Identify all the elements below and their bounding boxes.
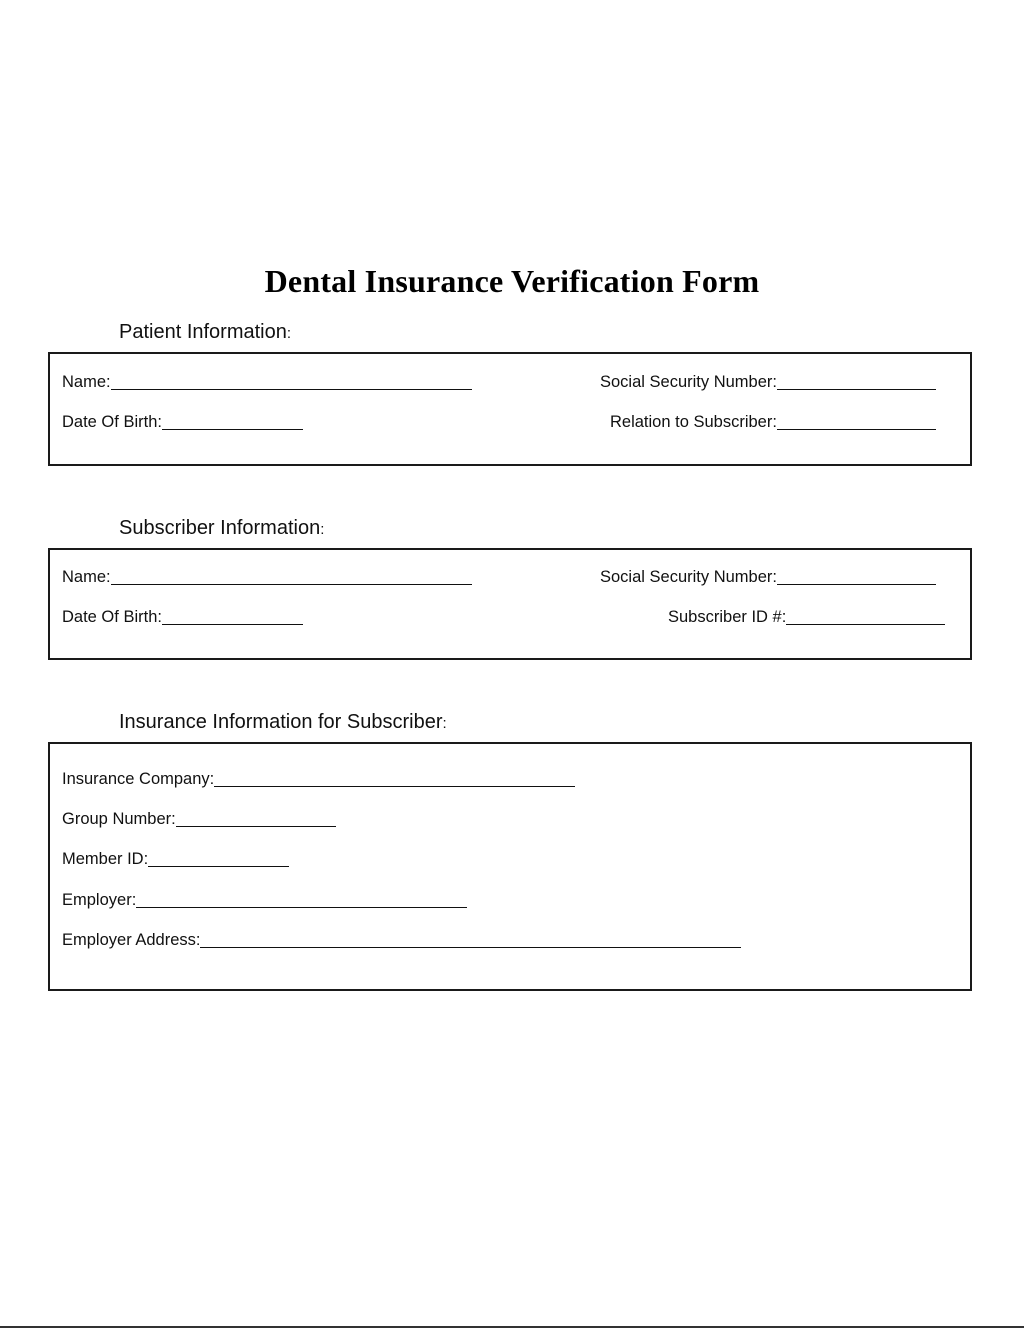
employer-address-label: Employer Address:	[62, 931, 201, 949]
subscriber-dob-label: Date Of Birth:	[62, 608, 162, 626]
subscriber-ssn-label: Social Security Number:	[600, 568, 777, 586]
patient-info-box	[48, 352, 972, 466]
group-number-input[interactable]	[176, 810, 336, 827]
heading-colon: :	[320, 521, 325, 538]
patient-dob-label: Date Of Birth:	[62, 413, 162, 431]
insurance-section-heading	[119, 710, 447, 736]
insurance-heading-text: Insurance Information for Subscriber	[119, 711, 443, 733]
patient-relation-input[interactable]	[777, 413, 936, 430]
heading-colon: :	[442, 715, 447, 732]
patient-dob-input[interactable]	[162, 413, 303, 430]
patient-ssn-field[interactable]	[600, 372, 936, 392]
subscriber-info-box	[48, 548, 972, 660]
patient-ssn-input[interactable]	[777, 373, 936, 390]
employer-field[interactable]	[62, 890, 467, 910]
patient-section-heading	[119, 320, 291, 346]
patient-name-input[interactable]	[111, 373, 472, 390]
subscriber-name-input[interactable]	[111, 568, 472, 585]
member-id-label: Member ID:	[62, 850, 149, 868]
insurance-company-input[interactable]	[214, 770, 575, 787]
employer-input[interactable]	[136, 891, 467, 908]
subscriber-id-label: Subscriber ID #:	[668, 608, 787, 626]
patient-heading-text: Patient Information	[119, 321, 287, 343]
subscriber-id-input[interactable]	[786, 608, 945, 625]
subscriber-id-field[interactable]	[668, 607, 945, 627]
insurance-company-label: Insurance Company:	[62, 770, 215, 788]
insurance-company-field[interactable]	[62, 769, 575, 789]
subscriber-ssn-field[interactable]	[600, 567, 936, 587]
heading-colon: :	[286, 325, 292, 342]
subscriber-heading-text: Subscriber Information	[119, 517, 321, 539]
subscriber-name-field[interactable]	[62, 567, 472, 587]
page-title: Dental Insurance Verification Form	[264, 263, 760, 299]
subscriber-name-label: Name:	[62, 568, 111, 586]
patient-name-field[interactable]	[62, 372, 472, 392]
subscriber-dob-input[interactable]	[162, 608, 303, 625]
employer-address-input[interactable]	[200, 931, 741, 948]
member-id-input[interactable]	[148, 850, 289, 867]
employer-label: Employer:	[62, 891, 137, 909]
patient-ssn-label: Social Security Number:	[600, 373, 777, 391]
subscriber-dob-field[interactable]	[62, 607, 303, 627]
group-number-field[interactable]	[62, 809, 336, 829]
patient-dob-field[interactable]	[62, 412, 303, 432]
member-id-field[interactable]	[62, 849, 289, 869]
employer-address-field[interactable]	[62, 930, 741, 950]
patient-relation-label: Relation to Subscriber:	[610, 413, 777, 431]
group-number-label: Group Number:	[62, 810, 176, 828]
subscriber-section-heading	[119, 516, 324, 542]
patient-name-label: Name:	[62, 373, 111, 391]
subscriber-ssn-input[interactable]	[777, 568, 936, 585]
patient-relation-field[interactable]	[610, 412, 936, 432]
